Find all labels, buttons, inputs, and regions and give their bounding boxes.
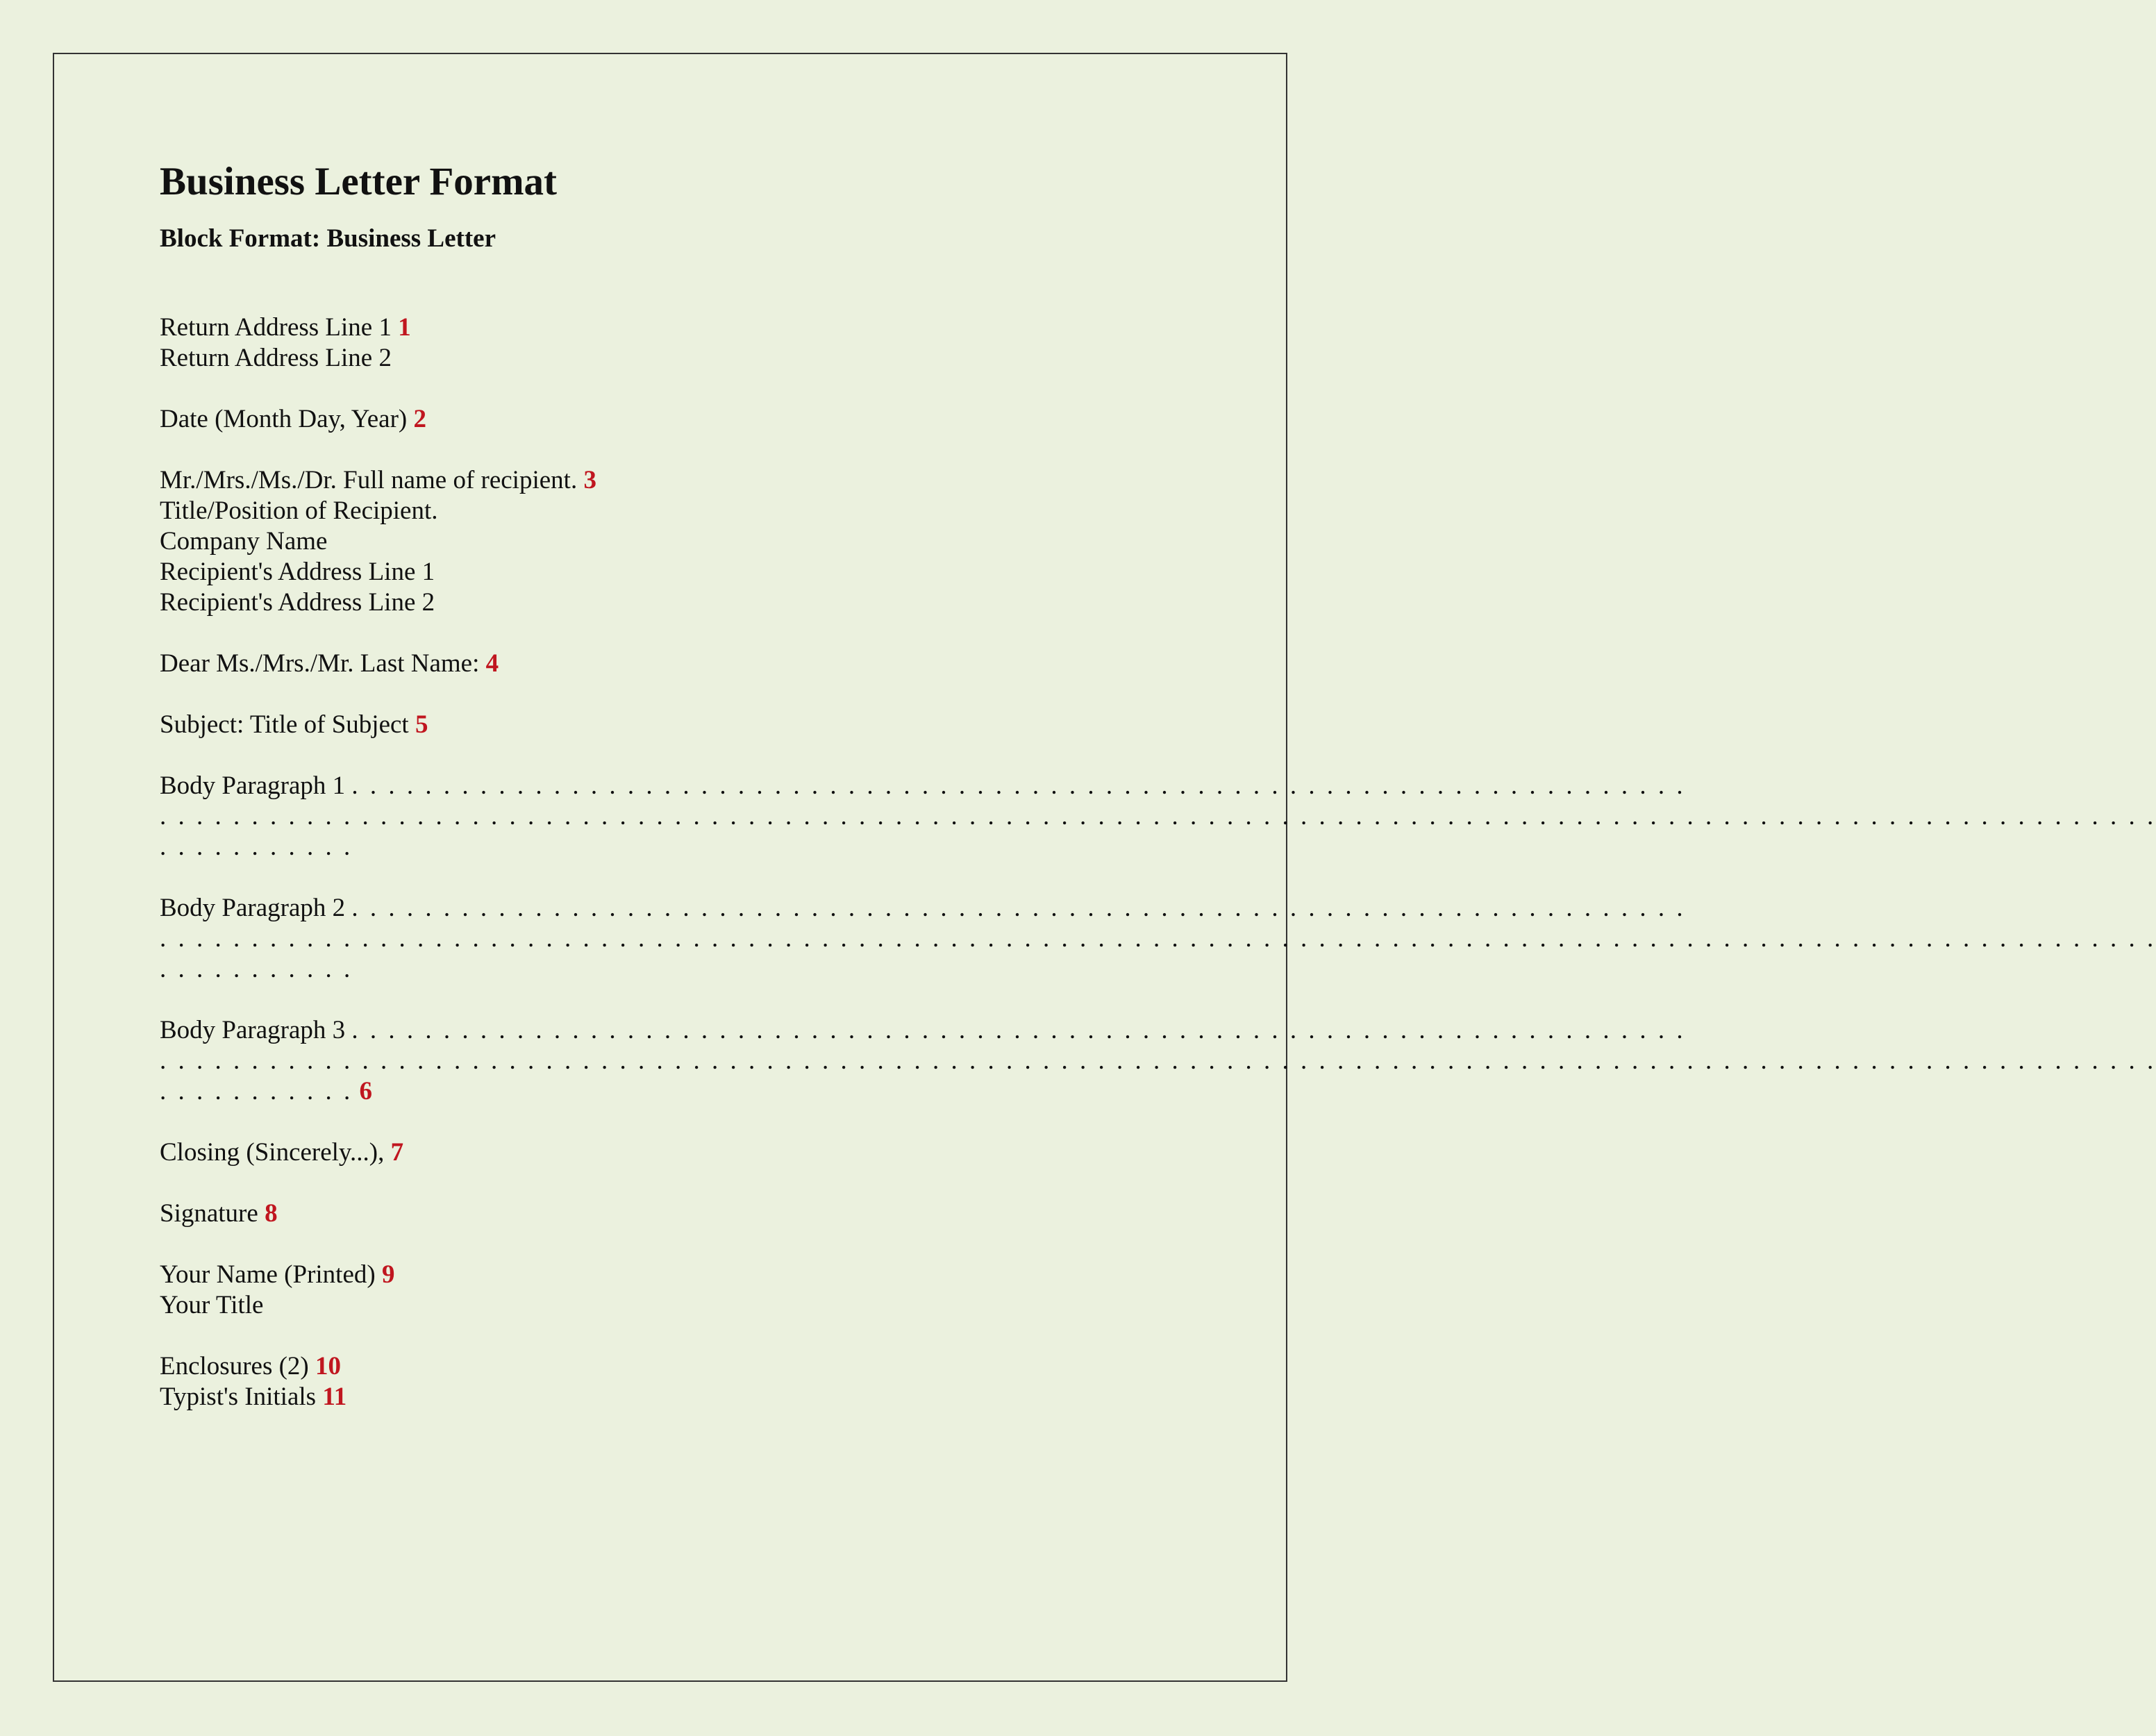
document-content <box>160 158 2156 1443</box>
recipient-name-text: Mr./Mrs./Ms./Dr. Full name of recipient. <box>160 466 578 494</box>
body-paragraph-1-line-1 <box>160 771 1686 801</box>
body-paragraph-2-line-2: . . . . . . . . . . . . . . . . . . . . . . . . . . . . . . . . . . . . . . . . . . . . . . . . . . . . . . . . . . . . . . . . . . . . . . . . . . . . . . . . . . . . . . . . . . . . . . . . . . . . . . . . . . . . . <box>160 924 2156 953</box>
recipient-address-line-2: Recipient's Address Line 2 <box>160 588 435 617</box>
marker-7: 7 <box>390 1138 404 1167</box>
body-paragraph-3-line-3 <box>160 1076 1236 1107</box>
body-paragraph-3 <box>160 1015 2156 1107</box>
return-address-line-1-text: Return Address Line 1 <box>160 313 392 342</box>
body-paragraph-1 <box>160 771 2156 862</box>
recipient-company: Company Name <box>160 527 328 556</box>
sender-name-text: Your Name (Printed) <box>160 1260 376 1289</box>
enclosures-text: Enclosures (2) <box>160 1352 309 1380</box>
subject-text: Subject: Title of Subject <box>160 710 409 739</box>
signature-text: Signature <box>160 1199 258 1228</box>
signature-line <box>160 1199 1236 1229</box>
body-paragraph-1-line-3: . . . . . . . . . . . <box>160 833 353 861</box>
typist-initials-line <box>160 1382 1236 1412</box>
return-address-block <box>160 312 1236 374</box>
document-subtitle: Block Format: Business Letter <box>160 224 496 253</box>
body-paragraph-3-dots-a: . . . . . . . . . . . . . . . . . . . . . . . . . . . . . . . . . . . . . . . . . . . . . . . . . . . . . . . . . . . . . . . . . . . . . . . . . <box>351 1016 1686 1044</box>
date-line <box>160 404 1236 435</box>
closing-block <box>160 1137 1236 1168</box>
marker-5: 5 <box>415 710 428 739</box>
sender-name-line <box>160 1260 1236 1290</box>
body-paragraph-2-dots-a: . . . . . . . . . . . . . . . . . . . . . . . . . . . . . . . . . . . . . . . . . . . . . . . . . . . . . . . . . . . . . . . . . . . . . . . . . <box>351 894 1686 922</box>
sender-block <box>160 1260 1236 1321</box>
letter-template <box>160 312 2156 1412</box>
closing-text: Closing (Sincerely...), <box>160 1138 385 1167</box>
recipient-address-line-1: Recipient's Address Line 1 <box>160 558 435 586</box>
body-paragraph-3-line-2: . . . . . . . . . . . . . . . . . . . . . . . . . . . . . . . . . . . . . . . . . . . . . . . . . . . . . . . . . . . . . . . . . . . . . . . . . . . . . . . . . . . . . . . . . . . . . . . . . . . . . . . . . . . . . <box>160 1046 2156 1075</box>
date-block <box>160 404 1236 435</box>
enclosures-block <box>160 1351 1236 1412</box>
salutation-text: Dear Ms./Mrs./Mr. Last Name: <box>160 649 480 678</box>
subject-block <box>160 710 1236 740</box>
body-paragraph-2 <box>160 893 2156 985</box>
return-address-line-2: Return Address Line 2 <box>160 344 392 372</box>
recipient-name-line <box>160 465 1236 496</box>
body-paragraph-1-label: Body Paragraph 1 <box>160 771 346 800</box>
marker-3: 3 <box>583 466 596 494</box>
marker-6: 6 <box>359 1077 372 1105</box>
body-paragraph-2-line-1 <box>160 893 1686 924</box>
body-paragraph-3-line-1 <box>160 1015 1686 1046</box>
subject-line <box>160 710 1236 740</box>
page-border <box>53 53 2156 1682</box>
body-paragraph-1-line-2: . . . . . . . . . . . . . . . . . . . . . . . . . . . . . . . . . . . . . . . . . . . . . . . . . . . . . . . . . . . . . . . . . . . . . . . . . . . . . . . . . . . . . . . . . . . . . . . . . . . . . . . . . . . . . <box>160 802 2156 831</box>
marker-9: 9 <box>381 1260 395 1289</box>
document-title: Business Letter Format <box>160 160 558 203</box>
closing-line <box>160 1137 1236 1168</box>
recipient-block <box>160 465 1236 618</box>
marker-8: 8 <box>265 1199 278 1228</box>
signature-block <box>160 1199 1236 1229</box>
marker-1: 1 <box>398 313 411 342</box>
marker-11: 11 <box>322 1383 347 1411</box>
typist-initials-text: Typist's Initials <box>160 1383 317 1411</box>
marker-4: 4 <box>485 649 499 678</box>
enclosures-line <box>160 1351 1236 1382</box>
body-paragraph-1-dots-a: . . . . . . . . . . . . . . . . . . . . . . . . . . . . . . . . . . . . . . . . . . . . . . . . . . . . . . . . . . . . . . . . . . . . . . . . . <box>351 771 1686 800</box>
date-text: Date (Month Day, Year) <box>160 405 408 433</box>
salutation-block <box>160 649 1236 679</box>
marker-2: 2 <box>413 405 426 433</box>
recipient-title: Title/Position of Recipient. <box>160 496 438 525</box>
marker-10: 10 <box>315 1352 341 1380</box>
body-paragraph-2-line-3: . . . . . . . . . . . <box>160 955 353 983</box>
sender-title: Your Title <box>160 1291 264 1319</box>
body-paragraph-3-label: Body Paragraph 3 <box>160 1016 346 1044</box>
salutation-line <box>160 649 1236 679</box>
body-paragraph-2-label: Body Paragraph 2 <box>160 894 346 922</box>
return-address-line-1 <box>160 312 1236 343</box>
body-paragraph-3-dots-c: . . . . . . . . . . . <box>160 1077 353 1105</box>
